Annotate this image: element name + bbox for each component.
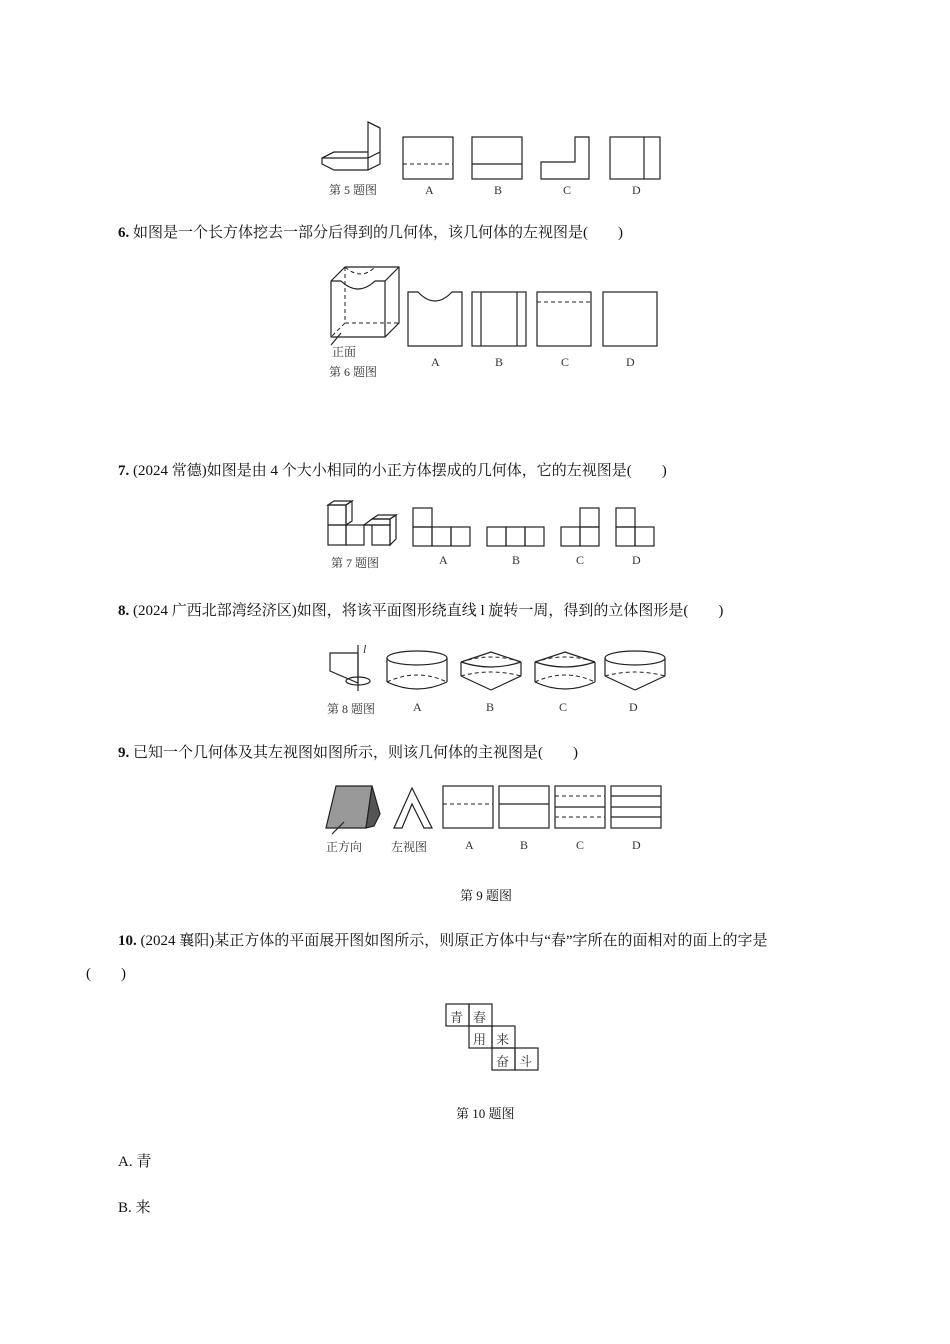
q7-option-a-label: A [439, 553, 448, 567]
q10-net-cell-4: 来 [496, 1032, 510, 1047]
q8-option-b-label: B [486, 700, 495, 714]
q10-text: (2024 襄阳)某正方体的平面展开图如图所示，则原正方体中与“春”字所在的面相对的面上的字是 [140, 933, 768, 949]
q10-option-b[interactable]: B. 来 [118, 1200, 151, 1216]
q7-caption: 第 7 题图 [331, 556, 380, 570]
q8-option-d-label: D [629, 700, 638, 714]
q7-option-b-view [487, 508, 549, 548]
q7-text: (2024 常德)如图是由 4 个大小相同的小正方体摆成的几何体，它的左视图是( ) [133, 463, 667, 479]
q6-solid [327, 263, 407, 353]
q8-axis-label: l [363, 642, 367, 656]
q7-number: 7. [118, 463, 130, 479]
q7-option-d-view [616, 508, 660, 548]
q6-option-a-view [408, 292, 464, 348]
q8-option-c-view [534, 650, 598, 694]
q8-text: (2024 广西北部湾经济区)如图，将该平面图形绕直线 l 旋转一周，得到的立体图形是( ) [133, 603, 724, 619]
q9-option-c-label: C [576, 838, 585, 852]
q8-option-b-view [460, 650, 524, 694]
q10-net-cell-6: 斗 [519, 1054, 533, 1069]
q10-net-cell-3: 用 [473, 1032, 487, 1047]
q10-stem-line2: ( ) [86, 966, 126, 982]
q8-option-a-view [386, 650, 450, 694]
q7-option-d-label: D [632, 553, 641, 567]
q9-option-a-label: A [465, 838, 474, 852]
q5-option-d-view [610, 137, 662, 181]
q7-stem [118, 460, 667, 482]
q9-option-a-view [443, 786, 495, 832]
q6-option-d-label: D [626, 355, 635, 369]
q6-option-a-label: A [431, 355, 440, 369]
q9-left-view [392, 786, 436, 832]
q7-option-a-view [413, 508, 475, 548]
q8-option-d-view [604, 650, 668, 694]
q10-caption: 第 10 题图 [456, 1106, 515, 1121]
q7-solid [328, 503, 404, 547]
q6-option-c-label: C [561, 355, 570, 369]
q9-number: 9. [118, 745, 130, 761]
q6-caption: 第 6 题图 [329, 365, 378, 379]
q8-option-c-label: C [559, 700, 568, 714]
q9-option-b-label: B [520, 838, 529, 852]
q6-number: 6. [118, 225, 130, 241]
q5-caption: 第 5 题图 [329, 183, 378, 197]
q6-option-b-view [472, 292, 528, 348]
q6-text: 如图是一个长方体挖去一部分后得到的几何体，该几何体的左视图是( ) [133, 225, 623, 241]
q10-number: 10. [118, 933, 137, 949]
q6-option-d-view [603, 292, 659, 348]
q5-option-a-view [403, 137, 455, 181]
q10-net-cell-2: 春 [473, 1010, 487, 1025]
q9-option-b-view [499, 786, 551, 832]
q9-solid [324, 784, 384, 838]
q5-option-c-label: C [563, 183, 572, 197]
q6-option-c-view [537, 292, 593, 348]
q9-front-dir-label: 正方向 [326, 840, 363, 854]
q9-option-d-view [611, 786, 663, 832]
q10-stem-line1 [118, 930, 768, 952]
q9-stem [118, 742, 578, 764]
q6-stem [118, 222, 623, 244]
q10-option-a[interactable]: A. 青 [118, 1154, 152, 1170]
q5-solid [320, 122, 390, 182]
q9-option-d-label: D [632, 838, 641, 852]
q7-option-c-view [561, 508, 605, 548]
q8-number: 8. [118, 603, 130, 619]
q8-option-a-label: A [413, 700, 422, 714]
q8-caption: 第 8 题图 [327, 702, 376, 716]
q9-caption: 第 9 题图 [460, 888, 513, 903]
q6-front-label: 正面 [332, 345, 357, 359]
q5-option-c-view [541, 137, 593, 181]
q7-option-b-label: B [512, 553, 521, 567]
q6-option-b-label: B [495, 355, 504, 369]
q8-stem [118, 600, 723, 622]
q5-option-a-label: A [425, 183, 434, 197]
q9-option-c-view [555, 786, 607, 832]
q5-option-b-label: B [494, 183, 503, 197]
q7-option-c-label: C [576, 553, 585, 567]
q5-option-b-view [472, 137, 524, 181]
q10-net-cell-1: 青 [450, 1010, 464, 1025]
q8-plane-shape [328, 643, 378, 693]
q9-text: 已知一个几何体及其左视图如图所示，则该几何体的主视图是( ) [133, 745, 578, 761]
q9-left-view-label: 左视图 [391, 840, 428, 854]
q10-net-cell-5: 奋 [496, 1054, 510, 1069]
q5-option-d-label: D [632, 183, 641, 197]
